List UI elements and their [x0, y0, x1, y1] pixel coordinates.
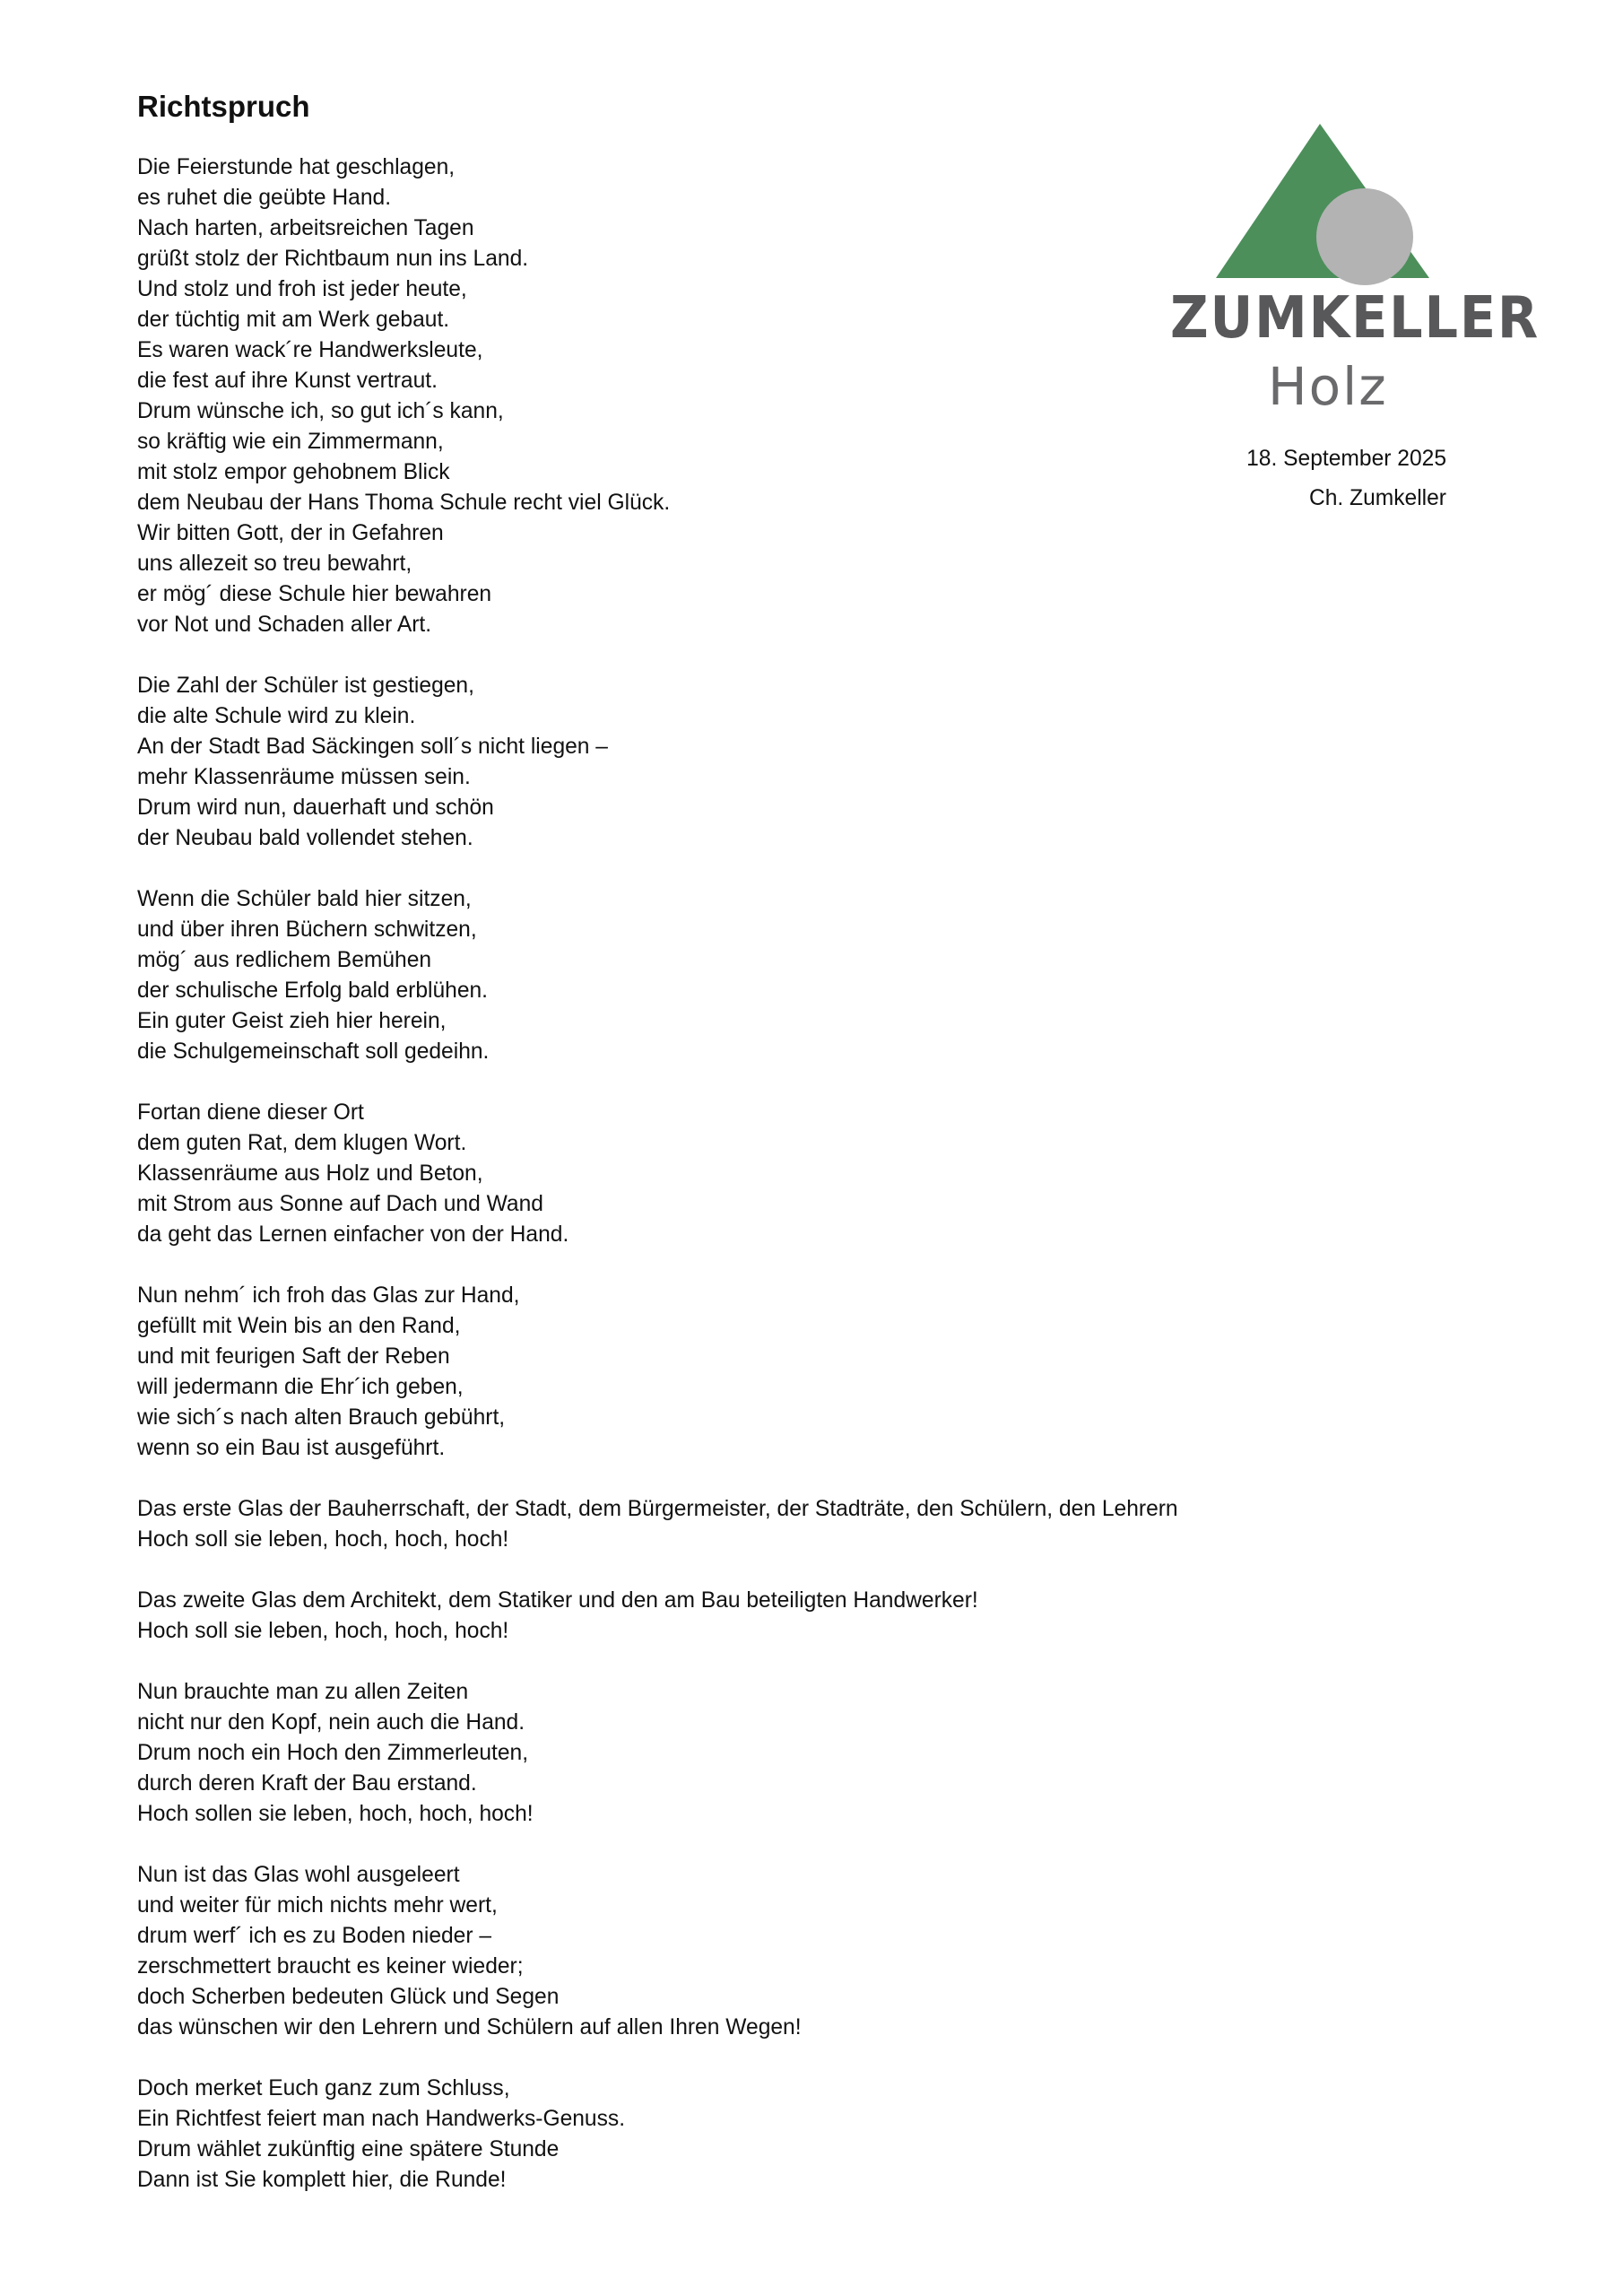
poem-line: Die Zahl der Schüler ist gestiegen,: [137, 674, 474, 698]
poem-line: die fest auf ihre Kunst vertraut.: [137, 369, 438, 393]
poem-stanza: [137, 1494, 1303, 1555]
poem-line: da geht das Lernen einfacher von der Hand.: [137, 1222, 569, 1247]
poem-line: Fortan diene dieser Ort: [137, 1100, 364, 1125]
poem-line: vor Not und Schaden aller Art.: [137, 613, 432, 637]
poem-line: die Schulgemeinschaft soll gedeihn.: [137, 1039, 490, 1064]
poem-line: Drum wird nun, dauerhaft und schön: [137, 796, 494, 820]
poem-line: der schulische Erfolg bald erblühen.: [137, 978, 489, 1003]
poem-line: Das zweite Glas dem Architekt, dem Statiker und den am Bau beteiligten Handwerker!: [137, 1588, 978, 1613]
poem-line: Es waren wack´re Handwerksleute,: [137, 338, 483, 362]
poem-stanza: [137, 1281, 1303, 1464]
poem-stanza: [137, 1586, 1303, 1647]
poem-line: dem guten Rat, dem klugen Wort.: [137, 1131, 467, 1155]
poem-line: wenn so ein Bau ist ausgeführt.: [137, 1436, 446, 1460]
poem-line: und mit feurigen Saft der Reben: [137, 1344, 450, 1369]
poem-line: Ein Richtfest feiert man nach Handwerks-Genuss.: [137, 2107, 626, 2131]
poem-line: Nun brauchte man zu allen Zeiten: [137, 1680, 469, 1704]
poem-line: es ruhet die geübte Hand.: [137, 186, 392, 210]
poem-stanza: [137, 1677, 1303, 1830]
logo-wordmark: ZUMKELLER: [1170, 285, 1541, 352]
poem-line: und weiter für mich nichts mehr wert,: [137, 1893, 498, 1918]
poem-line: Doch merket Euch ganz zum Schluss,: [137, 2076, 510, 2100]
poem-line: die alte Schule wird zu klein.: [137, 704, 416, 728]
poem-stanza: [137, 152, 1303, 640]
poem-line: Die Feierstunde hat geschlagen,: [137, 155, 456, 179]
poem-stanza: [137, 884, 1303, 1067]
poem-line: doch Scherben bedeuten Glück und Segen: [137, 1985, 560, 2009]
poem-line: das wünschen wir den Lehrern und Schülern auf allen Ihren Wegen!: [137, 2015, 802, 2039]
document-date: 18. September 2025: [1246, 447, 1446, 471]
poem-line: Und stolz und froh ist jeder heute,: [137, 277, 467, 301]
poem-line: Das erste Glas der Bauherrschaft, der Stadt, dem Bürgermeister, der Stadträte, den Schülern, den Lehrern: [137, 1497, 1178, 1521]
poem-line: nicht nur den Kopf, nein auch die Hand.: [137, 1710, 525, 1735]
poem-line: Drum wünsche ich, so gut ich´s kann,: [137, 399, 504, 423]
poem-line: mit stolz empor gehobnem Blick: [137, 460, 450, 484]
poem-line: der tüchtig mit am Werk gebaut.: [137, 308, 450, 332]
poem-line: An der Stadt Bad Säckingen soll´s nicht liegen –: [137, 735, 608, 759]
poem-line: Wenn die Schüler bald hier sitzen,: [137, 887, 472, 911]
logo-subtitle: Holz: [1268, 356, 1388, 417]
poem-line: so kräftig wie ein Zimmermann,: [137, 430, 444, 454]
poem-line: mit Strom aus Sonne auf Dach und Wand: [137, 1192, 543, 1216]
poem-line: Wir bitten Gott, der in Gefahren: [137, 521, 444, 545]
poem-stanza: [137, 1098, 1303, 1250]
poem-line: Nach harten, arbeitsreichen Tagen: [137, 216, 474, 240]
poem-line: mehr Klassenräume müssen sein.: [137, 765, 471, 789]
poem-line: drum werf´ ich es zu Boden nieder –: [137, 1924, 492, 1948]
poem-body: [137, 152, 1303, 2226]
poem-stanza: [137, 1860, 1303, 2043]
page-title: Richtspruch: [137, 90, 310, 123]
document-author: Ch. Zumkeller: [1308, 486, 1446, 510]
logo-circle-shape: [1316, 188, 1413, 285]
poem-line: Nun ist das Glas wohl ausgeleert: [137, 1863, 460, 1887]
poem-line: Hoch sollen sie leben, hoch, hoch, hoch!: [137, 1802, 534, 1826]
poem-line: uns allezeit so treu bewahrt,: [137, 552, 412, 576]
poem-line: grüßt stolz der Richtbaum nun ins Land.: [137, 247, 529, 271]
poem-line: er mög´ diese Schule hier bewahren: [137, 582, 492, 606]
poem-line: Klassenräume aus Holz und Beton,: [137, 1161, 483, 1186]
poem-line: Hoch soll sie leben, hoch, hoch, hoch!: [137, 1619, 509, 1643]
poem-line: wie sich´s nach alten Brauch gebührt,: [137, 1405, 506, 1430]
poem-stanza: [137, 2074, 1303, 2196]
poem-line: durch deren Kraft der Bau erstand.: [137, 1771, 477, 1796]
poem-line: Hoch soll sie leben, hoch, hoch, hoch!: [137, 1527, 509, 1552]
poem-line: gefüllt mit Wein bis an den Rand,: [137, 1314, 461, 1338]
poem-line: Drum noch ein Hoch den Zimmerleuten,: [137, 1741, 529, 1765]
poem-line: will jedermann die Ehr´ich geben,: [137, 1375, 464, 1399]
poem-line: Dann ist Sie komplett hier, die Runde!: [137, 2168, 507, 2192]
poem-line: und über ihren Büchern schwitzen,: [137, 918, 477, 942]
poem-line: der Neubau bald vollendet stehen.: [137, 826, 473, 850]
poem-line: dem Neubau der Hans Thoma Schule recht viel Glück.: [137, 491, 671, 515]
poem-line: Nun nehm´ ich froh das Glas zur Hand,: [137, 1283, 520, 1308]
poem-stanza: [137, 671, 1303, 854]
poem-line: Ein guter Geist zieh hier herein,: [137, 1009, 447, 1033]
poem-line: zerschmettert braucht es keiner wieder;: [137, 1954, 524, 1979]
poem-line: mög´ aus redlichem Bemühen: [137, 948, 432, 972]
poem-line: Drum wählet zukünftig eine spätere Stunde: [137, 2137, 560, 2161]
